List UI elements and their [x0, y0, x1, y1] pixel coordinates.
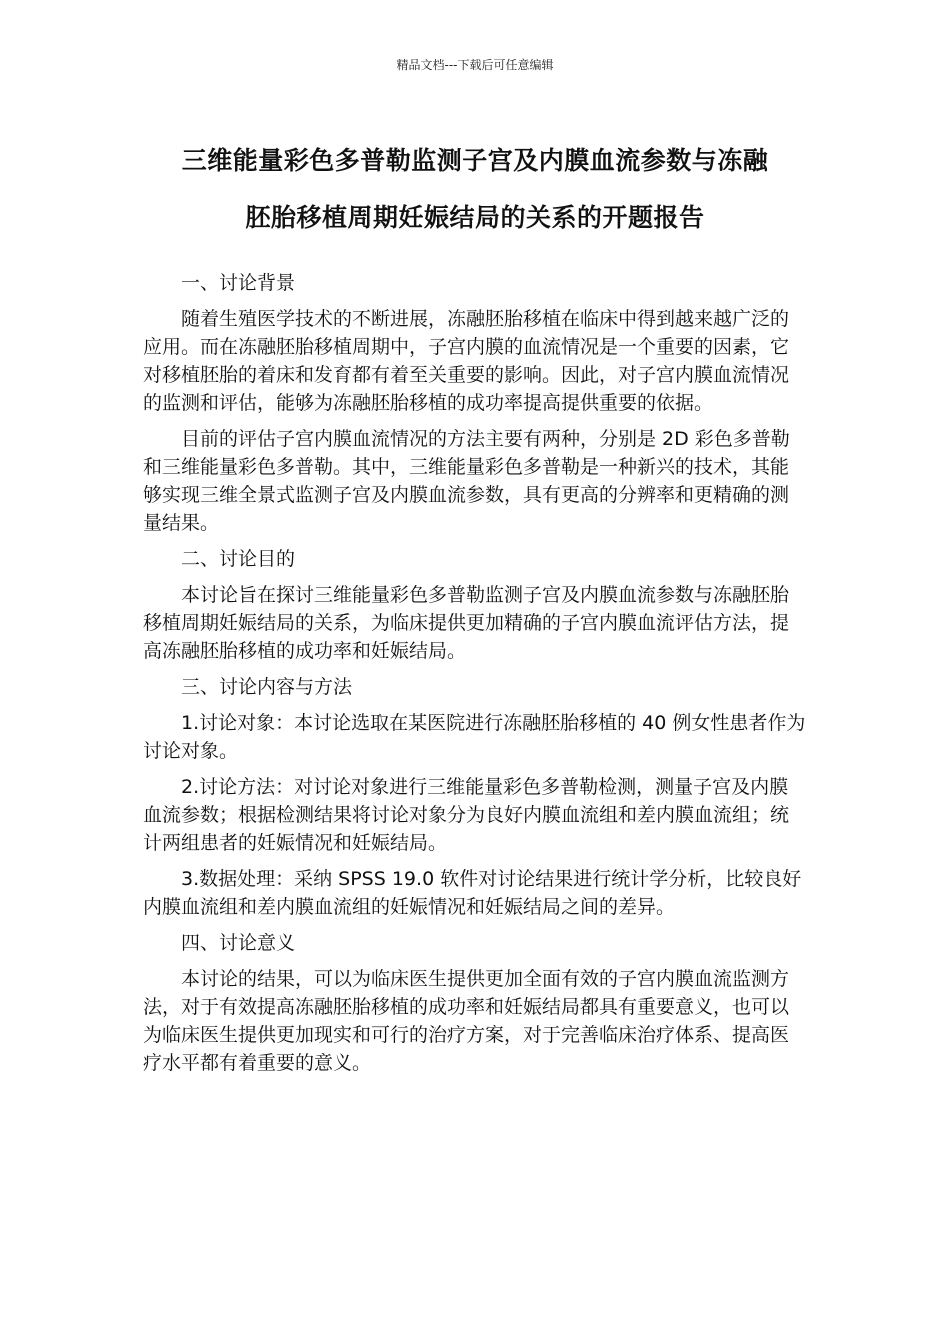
section-heading-purpose: 二、讨论目的	[181, 548, 296, 570]
section-heading-significance: 四、讨论意义	[181, 932, 296, 954]
title-line-2: 胚胎移植周期妊娠结局的关系的开题报告	[245, 203, 705, 232]
paragraph-significance: 本讨论的结果，可以为临床医生提供更加全面有效的子宫内膜血流监测方法，对于有效提高冻融胚胎移植的成功率和妊娠结局都具有重要意义，也可以为临床医生提供更加现实和可行的治疗方案，对于完善临床治疗体系、提高医疗水平都有着重要的意义。	[143, 968, 790, 1074]
paragraph-methods-procedure: 2.讨论方法：对讨论对象进行三维能量彩色多普勒检测，测量子宫及内膜血流参数；根据检测结果将讨论对象分为良好内膜血流组和差内膜血流组；统计两组患者的妊娠情况和妊娠结局。	[143, 776, 790, 854]
paragraph-background-2: 目前的评估子宫内膜血流情况的方法主要有两种，分别是 2D 彩色多普勒和三维能量彩色多普勒。其中，三维能量彩色多普勒是一种新兴的技术，其能够实现三维全景式监测子宫及内膜血流参数，具有更高的分辨率和更精确的测量结果。	[143, 428, 790, 534]
title-line-1: 三维能量彩色多普勒监测子宫及内膜血流参数与冻融	[181, 146, 769, 175]
paragraph-methods-analysis: 3.数据处理：采纳 SPSS 19.0 软件对讨论结果进行统计学分析，比较良好内膜血流组和差内膜血流组的妊娠情况和妊娠结局之间的差异。	[143, 868, 802, 918]
section-heading-background: 一、讨论背景	[181, 272, 296, 294]
document-title	[140, 132, 810, 246]
header-note: 精品文档---下载后可任意编辑	[396, 58, 554, 72]
paragraph-background-1: 随着生殖医学技术的不断进展，冻融胚胎移植在临床中得到越来越广泛的应用。而在冻融胚胎移植周期中，子宫内膜的血流情况是一个重要的因素，它对移植胚胎的着床和发育都有着至关重要的影响。因此，对子宫内膜血流情况的监测和评估，能够为冻融胚胎移植的成功率提高提供重要的依据。	[143, 308, 790, 414]
paragraph-purpose: 本讨论旨在探讨三维能量彩色多普勒监测子宫及内膜血流参数与冻融胚胎移植周期妊娠结局的关系，为临床提供更加精确的子宫内膜血流评估方法，提高冻融胚胎移植的成功率和妊娠结局。	[143, 584, 790, 662]
section-heading-methods: 三、讨论内容与方法	[181, 676, 353, 698]
paragraph-methods-subjects: 1.讨论对象：本讨论选取在某医院进行冻融胚胎移植的 40 例女性患者作为讨论对象。	[143, 712, 806, 762]
document-body	[143, 269, 807, 1085]
